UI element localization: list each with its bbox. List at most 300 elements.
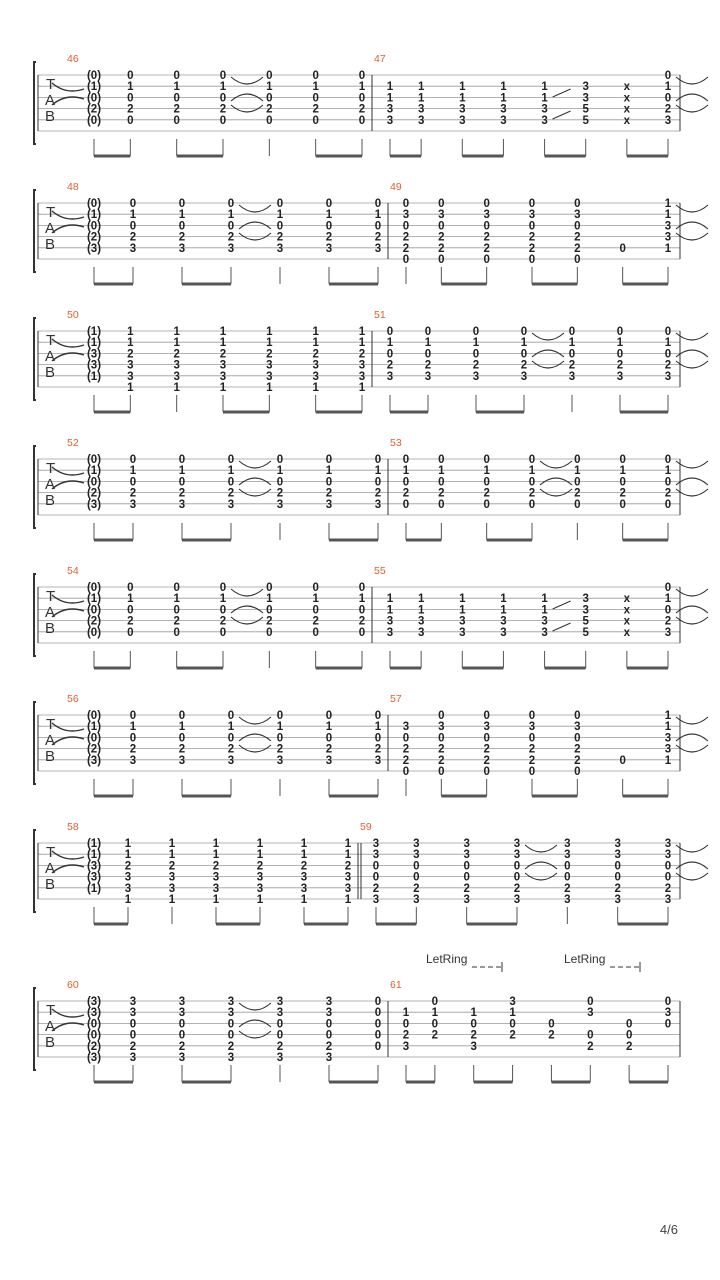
fret-number: 3 [178,1007,186,1020]
fret-number: 2 [483,231,490,244]
fret-number: (2) [86,1040,102,1053]
fret-number: 0 [173,604,180,617]
fret-number: (3) [86,996,102,1008]
fret-number: 1 [266,326,273,338]
fret-number: (1) [86,721,102,734]
fret-number: 1 [256,894,264,906]
fret-number: 0 [178,1029,186,1042]
fret-number: 0 [664,326,672,338]
fret-number: 3 [276,242,284,255]
fret-number: 0 [402,198,410,210]
fret-number: 3 [227,996,235,1008]
bar-number: 52 [67,437,79,449]
fret-number: 2 [374,231,382,244]
slide-mark [553,89,571,97]
fret-number: 3 [417,114,425,127]
tab-clef-a: A [45,860,56,877]
fret-number: 1 [173,382,180,394]
fret-number: 3 [614,849,621,862]
fret-number: 0 [129,476,137,489]
tie-mark [231,77,263,112]
fret-number: 0 [227,710,235,722]
fret-number: 3 [463,894,470,906]
fret-number: (0) [86,114,102,127]
fret-number: 1 [417,81,425,94]
fret-number: 3 [500,615,507,628]
fret-number: 0 [129,1029,137,1042]
fret-number: 0 [312,114,319,127]
system-bracket [34,830,36,912]
fret-number: 0 [358,582,366,594]
fret-number: (2) [86,743,102,756]
fret-number: 0 [438,254,445,266]
fret-number: (0) [86,732,102,745]
fret-number: 1 [358,593,366,606]
fret-number: 0 [472,326,480,338]
fret-number: 0 [483,710,490,722]
fret-number: 0 [574,710,581,722]
fret-number: 1 [358,326,366,338]
fret-number: 3 [256,871,264,884]
fret-number: 3 [463,838,470,850]
bar-number: 48 [67,181,79,193]
fret-number: 3 [483,209,490,222]
fret-number: 0 [619,242,626,255]
fret-number: 3 [402,721,410,734]
fret-number: 1 [520,337,528,350]
fret-number: 0 [483,498,490,511]
fret-number: 0 [664,348,672,361]
fret-number: 3 [500,626,507,639]
fret-number: 0 [664,70,672,82]
fret-number: 3 [276,1007,284,1020]
fret-number: 0 [386,348,394,361]
fret-number: 0 [173,70,180,82]
fret-number: 1 [616,337,624,350]
fret-number: 1 [402,465,410,478]
fret-number: 3 [520,370,528,383]
fret-number: 0 [616,348,624,361]
fret-number: 0 [619,754,626,767]
tie-mark [532,333,564,368]
fret-number: (0) [86,70,102,82]
tie-mark [676,845,708,880]
fret-number: 0 [312,626,319,639]
fret-number: 0 [402,766,410,778]
tab-clef-t: T [46,844,56,861]
fret-number: 2 [528,242,536,255]
fret-number: 2 [483,743,490,756]
fret-number: 2 [568,359,576,372]
fret-number: 1 [509,1007,516,1020]
fret-number: 0 [402,476,410,489]
fret-number: (0) [86,604,102,617]
fret-number: 0 [276,732,284,745]
fret-number: 3 [513,894,521,906]
fret-number: 2 [438,743,445,756]
fret-number: 0 [463,860,470,873]
fret-number: 2 [124,860,132,873]
fret-number: 2 [312,615,319,628]
fret-number: 3 [372,894,380,906]
fret-number: 3 [256,882,264,895]
fret-number: 0 [528,766,536,778]
fret-number: 0 [664,582,672,594]
fret-number: 3 [386,370,394,383]
fret-number: 3 [129,754,137,767]
fret-number: 3 [344,871,352,884]
fret-number: 3 [568,370,576,383]
bar-number: 55 [374,565,386,577]
fret-number: 2 [528,487,536,500]
fret-number: 3 [325,996,333,1008]
fret-number: 2 [266,615,273,628]
fret-number: 5 [582,626,589,639]
tie-mark [676,461,708,496]
tab-clef-b: B [45,620,56,637]
bar-number: 57 [390,693,402,705]
fret-number: 3 [178,498,186,511]
fret-number: 0 [509,1018,516,1031]
bar-number: 50 [67,309,79,321]
fret-number: 1 [664,242,672,255]
fret-number: 0 [413,860,420,873]
fret-number: 2 [574,231,581,244]
fret-number: 2 [129,743,137,756]
fret-number: (1) [86,209,102,222]
fret-number: 1 [664,465,672,478]
fret-number: 2 [127,615,134,628]
fret-number: 1 [124,838,132,850]
fret-number: 0 [664,498,672,511]
tab-clef-a: A [45,1018,56,1035]
fret-number: 0 [173,626,180,639]
fret-number: 2 [438,242,445,255]
fret-number: 1 [459,593,466,606]
tab-clef-a: A [45,476,56,493]
fret-number: 3 [472,370,480,383]
fret-number: 1 [358,337,366,350]
fret-number: 0 [402,498,410,511]
fret-number: 1 [459,604,466,617]
fret-number: 0 [374,732,382,745]
fret-number: 2 [312,348,319,361]
fret-number: 1 [219,81,227,94]
fret-number: 2 [528,754,536,767]
fret-number: 2 [431,1029,439,1042]
fret-number: 3 [168,882,176,895]
fret-number: 2 [413,882,420,895]
fret-number: 0 [227,1029,235,1042]
fret-number: 3 [358,359,366,372]
tie-mark [231,589,263,624]
fret-number: 3 [664,732,672,745]
fret-number: x [623,114,631,127]
fret-number: (1) [86,326,102,338]
fret-number: 2 [127,103,134,116]
fret-number: 0 [574,454,581,466]
fret-number: 0 [574,732,581,745]
fret-number: 1 [129,721,137,734]
fret-number: 0 [173,92,180,105]
fret-number: 3 [438,209,445,222]
fret-number: 0 [178,1018,186,1031]
fret-number: 0 [325,476,333,489]
slide-mark [553,601,571,609]
fret-number: (1) [86,81,102,94]
fret-number: 1 [173,593,180,606]
fret-number: 2 [374,743,382,756]
fret-number: 1 [431,1007,439,1020]
fret-number: 2 [424,359,432,372]
fret-number: 0 [374,1007,382,1020]
fret-number: 2 [374,487,382,500]
fret-number: 3 [168,871,176,884]
fret-number: 3 [129,1052,137,1064]
fret-number: 0 [227,476,235,489]
fret-number: 2 [616,359,624,372]
fret-number: 0 [438,454,445,466]
fret-number: 0 [312,604,319,617]
fret-number: (1) [86,882,102,895]
fret-number: 2 [483,487,490,500]
fret-number: 3 [386,626,394,639]
fret-number: 0 [325,1029,333,1042]
fret-number: 1 [266,382,273,394]
fret-number: 0 [276,454,284,466]
fret-number: 2 [528,743,536,756]
fret-number: 3 [386,615,394,628]
fret-number: 3 [219,359,227,372]
bar-number: 47 [374,53,386,65]
tab-clef-t: T [46,204,56,221]
system-bracket [34,702,36,784]
fret-number: 0 [664,871,672,884]
fret-number: 1 [212,838,220,850]
fret-number: 1 [256,838,264,850]
fret-number: 3 [325,1052,333,1064]
fret-number: 3 [664,220,672,233]
fret-number: 1 [664,209,672,222]
tab-clef-b: B [45,236,56,253]
fret-number: 1 [227,209,235,222]
fret-number: 2 [325,1040,333,1053]
tab-clef-t: T [46,332,56,349]
fret-number: 1 [276,209,284,222]
fret-number: 0 [178,198,186,210]
fret-number: (2) [86,231,102,244]
fret-number: 2 [300,860,308,873]
fret-number: 2 [325,231,333,244]
fret-number: (0) [86,92,102,105]
fret-number: 0 [472,348,480,361]
fret-number: 1 [664,337,672,350]
fret-number: 1 [300,894,308,906]
fret-number: 0 [520,326,528,338]
tab-clef-t: T [46,460,56,477]
fret-number: 2 [178,743,186,756]
fret-number: 0 [528,254,536,266]
fret-number: 0 [402,254,410,266]
tie-mark [676,205,708,240]
fret-number: 0 [574,254,581,266]
fret-number: 3 [129,498,137,511]
fret-number: 0 [374,220,382,233]
fret-number: 3 [266,370,273,383]
fret-number: 0 [438,198,445,210]
fret-number: 1 [386,593,394,606]
fret-number: 0 [127,70,134,82]
fret-number: 0 [358,92,366,105]
fret-number: 0 [358,114,366,127]
bar-number: 60 [67,979,79,991]
fret-number: 3 [500,103,507,116]
fret-number: 1 [325,465,333,478]
fret-number: 0 [276,476,284,489]
fret-number: 0 [438,220,445,233]
fret-number: 1 [266,337,273,350]
fret-number: 1 [219,337,227,350]
fret-number: 3 [276,498,284,511]
fret-number: 0 [227,732,235,745]
fret-number: 3 [276,996,284,1008]
fret-number: 2 [587,1040,594,1053]
fret-number: 0 [564,871,571,884]
fret-number: 1 [541,593,548,606]
tab-clef-a: A [45,604,56,621]
tie-mark [239,1003,271,1038]
fret-number: 2 [664,103,672,116]
fret-number: 2 [664,359,672,372]
fret-number: 0 [564,860,571,873]
fret-number: 0 [470,1018,477,1031]
fret-number: 0 [402,220,410,233]
fret-number: 2 [564,882,571,895]
fret-number: 2 [178,487,186,500]
fret-number: 1 [212,849,220,862]
fret-number: 2 [386,359,394,372]
fret-number: 1 [129,465,137,478]
fret-number: 3 [664,231,672,244]
fret-number: 1 [178,465,186,478]
fret-number: 3 [300,882,308,895]
fret-number: (3) [86,1007,102,1020]
fret-number: 3 [541,103,548,116]
fret-number: 0 [276,710,284,722]
fret-number: 2 [472,359,480,372]
fret-number: 2 [520,359,528,372]
tie-mark [676,333,708,368]
fret-number: 3 [459,626,466,639]
fret-number: 3 [374,498,382,511]
fret-number: 3 [227,1052,235,1064]
fret-number: (0) [86,582,102,594]
fret-number: 1 [178,209,186,222]
fret-number: 1 [386,81,394,94]
fret-number: 3 [178,996,186,1008]
fret-number: 0 [266,70,273,82]
fret-number: 3 [664,626,672,639]
fret-number: 3 [178,1052,186,1064]
fret-number: 0 [276,1029,284,1042]
fret-number: 0 [374,710,382,722]
fret-number: 0 [372,871,380,884]
fret-number: 1 [173,326,180,338]
fret-number: 0 [325,220,333,233]
fret-number: 1 [472,337,480,350]
fret-number: 3 [124,871,132,884]
fret-number: 1 [256,849,264,862]
fret-number: 0 [276,198,284,210]
fret-number: (0) [86,1018,102,1031]
tab-clef-b: B [45,108,56,125]
fret-number: 1 [541,604,548,617]
fret-number: 2 [178,1040,186,1053]
fret-number: 0 [266,582,273,594]
fret-number: 3 [372,838,380,850]
fret-number: 3 [574,209,581,222]
fret-number: 1 [386,337,394,350]
tab-clef-b: B [45,492,56,509]
fret-number: 0 [266,114,273,127]
fret-number: 0 [374,1040,382,1053]
fret-number: 1 [173,337,180,350]
fret-number: 3 [276,754,284,767]
fret-number: (0) [86,198,102,210]
fret-number: 2 [574,743,581,756]
fret-number: 1 [312,326,319,338]
fret-number: 3 [325,498,333,511]
system-bracket [34,62,36,144]
fret-number: 1 [470,1007,477,1020]
tab-clef-a: A [45,220,56,237]
fret-number: 3 [614,838,621,850]
fret-number: 1 [664,710,672,722]
fret-number: 1 [124,849,132,862]
fret-number: 0 [219,582,227,594]
fret-number: 3 [325,754,333,767]
fret-number: 0 [325,454,333,466]
fret-number: (2) [86,615,102,628]
fret-number: 3 [386,114,394,127]
fret-number: 1 [386,92,394,105]
fret-number: 0 [358,604,366,617]
fret-number: 1 [417,593,425,606]
fret-number: 0 [325,198,333,210]
fret-number: 3 [513,849,521,862]
fret-number: 3 [564,838,571,850]
fret-number: 0 [431,1018,439,1031]
fret-number: (0) [86,454,102,466]
fret-number: 0 [664,1018,672,1031]
tie-mark [525,845,557,880]
fret-number: (3) [86,860,102,873]
fret-number: (0) [86,220,102,233]
fret-number: 1 [173,81,180,94]
fret-number: 2 [528,231,536,244]
fret-number: 3 [417,615,425,628]
fret-number: 2 [219,348,227,361]
fret-number: 3 [459,114,466,127]
fret-number: 1 [664,198,672,210]
fret-number: 1 [619,465,626,478]
fret-number: 0 [227,454,235,466]
fret-number: 2 [127,348,134,361]
fret-number: 0 [219,604,227,617]
fret-number: 2 [129,487,137,500]
fret-number: x [623,615,631,628]
fret-number: 1 [386,604,394,617]
